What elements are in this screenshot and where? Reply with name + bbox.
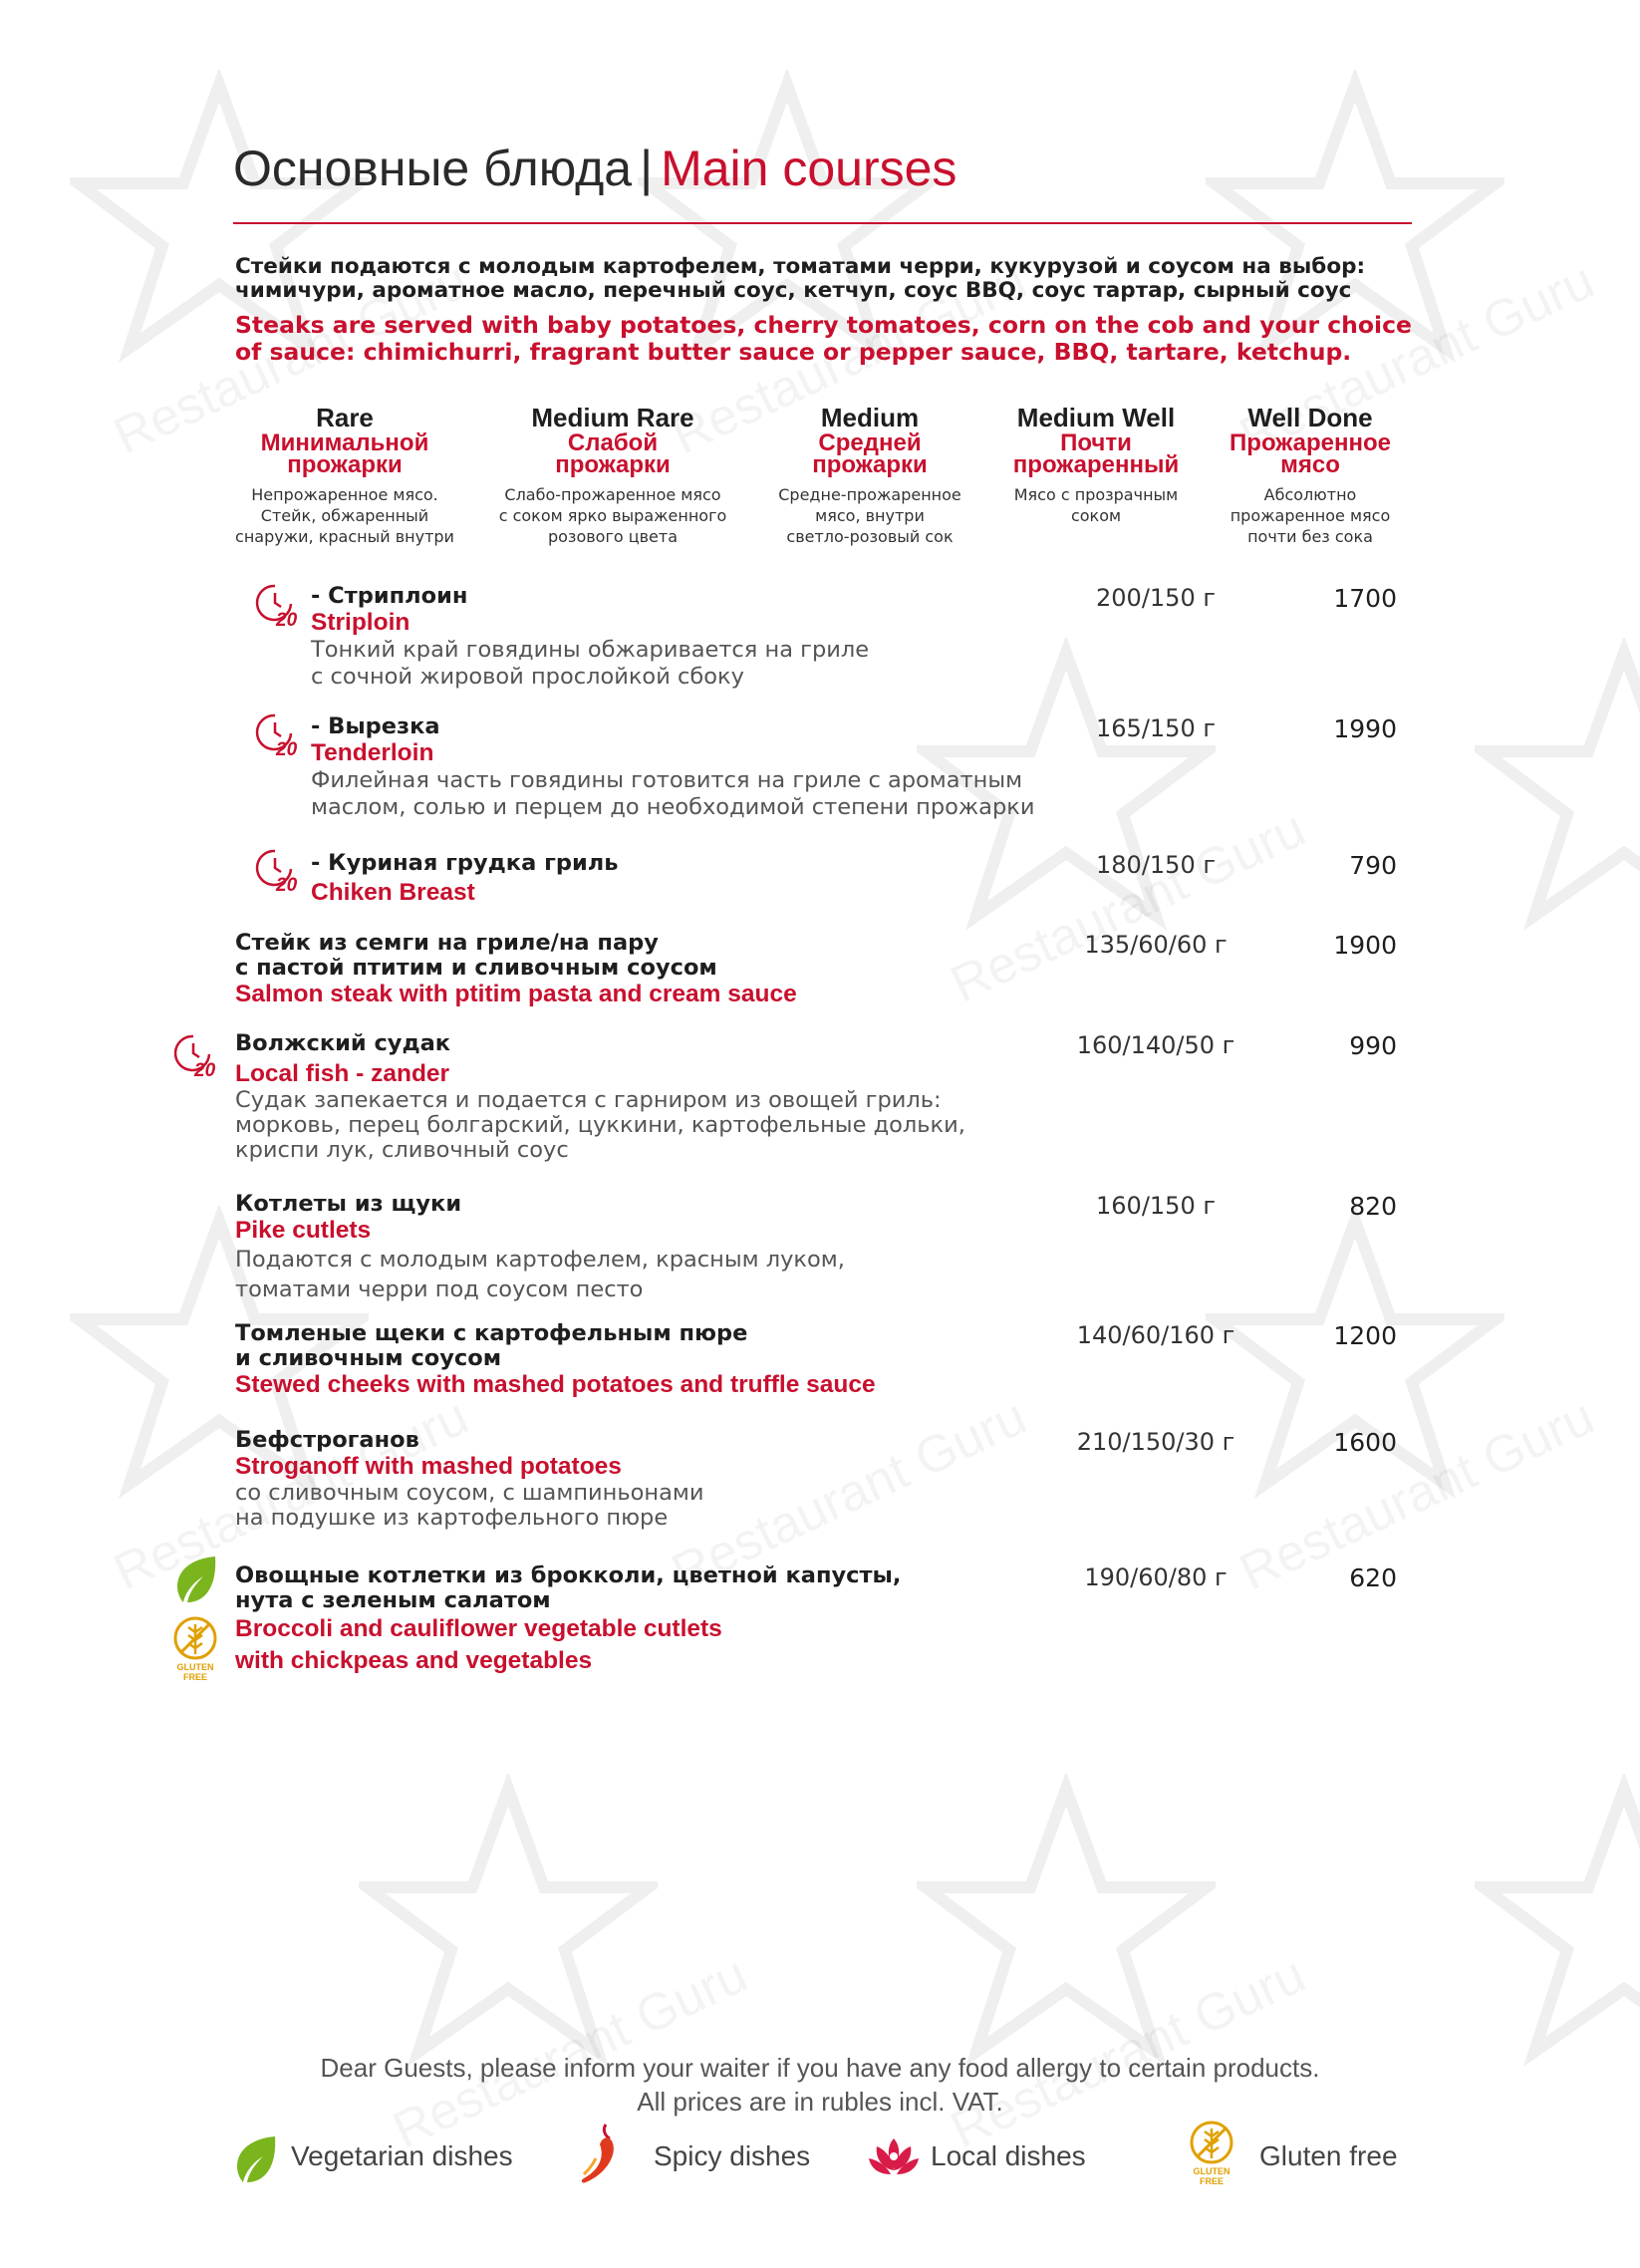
legend-local-label: Local dishes [931,2140,1086,2171]
title-ru: Основные блюда [233,141,633,196]
item-desc: Тонкий край говядины обжаривается на гриле с сочной жировой прослойкой сбоку [311,637,870,690]
legend-gluten-label: Gluten free [1259,2140,1398,2171]
intro-text-en: Steaks are served with baby potatoes, cherry tomatoes, corn on the cob and your choice of sauce: chimichurri, fragrant butter sauce or pepper sauce, BBQ, tartare, ketchup. [235,311,1412,366]
doneness-label-en: Well Done [1247,403,1373,432]
item-price: 820 [1349,1192,1397,1221]
gluten-badge-text: GLUTEN [1193,2166,1230,2176]
doneness-label-en: Medium [820,403,920,432]
timer-20-icon [171,1030,223,1082]
item-desc: Судак запекается и подается с гарниром из овощей гриль: морковь, перец болгарский, цуккини, картофельные дольки, криспи лук, сливочный соус [235,1087,965,1163]
item-name-ru: Стейк из семги на гриле/на пару [235,930,659,956]
item-price: 790 [1349,851,1397,880]
doneness-label-ru: прожаренный [1012,451,1180,478]
doneness-label-ru: прожарки [287,451,403,478]
doneness-desc [483,484,742,547]
item-name-en: Broccoli and cauliflower vegetable cutlets [235,1615,722,1642]
doneness-label-ru: Почти [1060,429,1132,456]
item-weight: 140/60/160 г [1076,1321,1235,1349]
timer-20-icon [253,709,305,761]
item-weight: 160/140/50 г [1076,1031,1235,1059]
legend-spicy-label: Spicy dishes [654,2140,811,2171]
gluten-badge-text: FREE [182,1672,208,1682]
item-name-ru: нута с зеленым салатом [235,1587,551,1613]
allergy-note-line: Dear Guests, please inform your waiter if you have any food allergy to certain products. [320,2053,1320,2083]
timer-label: 20 [276,739,298,760]
item-weight: 135/60/60 г [1084,931,1228,959]
doneness-label-ru: прожарки [555,451,671,478]
item-name-en: Salmon steak with ptitim pasta and cream sauce [235,981,797,1007]
doneness-well-done [1206,403,1415,547]
local-lotus-icon [867,2134,921,2178]
doneness-desc-line: светло-розовый сок [786,527,954,546]
item-name-ru: и сливочным соусом [235,1345,502,1371]
doneness-desc-line: соком [1070,506,1122,525]
item-weight: 180/150 г [1096,851,1216,879]
doneness-label-ru: Минимальной [260,429,429,456]
item-name-ru: Овощные котлетки из брокколи, цветной капусты, [235,1562,902,1588]
item-name-en: Chiken Breast [311,879,475,906]
title-en: Main courses [661,141,957,196]
item-desc: Подаются с молодым картофелем, красным луком, томатами черри под соусом песто [235,1247,845,1302]
item-name-ru: Котлеты из щуки [235,1191,462,1217]
doneness-desc-line: Непрожаренное мясо. [251,485,438,504]
item-weight: 190/60/80 г [1084,1563,1228,1591]
doneness-label-ru: прожарки [812,451,928,478]
item-price: 620 [1349,1563,1397,1592]
item-price: 1600 [1333,1428,1397,1457]
doneness-desc-line: Средне-прожаренное [778,485,961,504]
gluten-free-icon [171,1614,219,1684]
doneness-desc-line: почти без сока [1247,527,1373,546]
timer-label: 20 [276,875,298,896]
doneness-label-en: Medium Rare [531,403,694,432]
doneness-desc [760,484,979,547]
item-price: 1700 [1333,584,1397,613]
item-name-en: Tenderloin [311,739,434,766]
timer-label: 20 [194,1060,216,1081]
item-name-ru: Томленые щеки с картофельным пюре [235,1320,748,1346]
doneness-label-ru: мясо [1280,451,1340,478]
item-weight: 165/150 г [1096,714,1216,742]
item-name-en: with chickpeas and vegetables [235,1647,593,1674]
item-weight: 210/150/30 г [1076,1428,1235,1456]
item-name-en: Striploin [311,609,410,636]
item-name-ru: Бефстроганов [235,1427,419,1453]
item-name-ru: с пастой птитим и сливочным соусом [235,955,717,981]
doneness-medium [760,403,979,547]
doneness-desc-line: розового цвета [547,527,679,546]
vegetarian-leaf-icon [171,1553,219,1604]
gluten-badge-text: FREE [1199,2176,1225,2186]
allergy-note [0,2051,1640,2119]
doneness-medium-rare [483,403,742,547]
doneness-desc [1206,484,1415,547]
doneness-label-en: Medium Well [1016,403,1176,432]
vat-note-line: All prices are in rubles incl. VAT. [637,2087,1003,2117]
doneness-desc-line: Абсолютно [1263,485,1357,504]
doneness-label-ru: Слабой [567,429,659,456]
item-price: 990 [1349,1031,1397,1060]
item-name-ru: - Куриная грудка гриль [311,850,619,876]
item-weight: 160/150 г [1096,1192,1216,1220]
watermark-star-icon [1475,638,1640,937]
gluten-badge-text: GLUTEN [176,1662,214,1672]
chili-pepper-icon [576,2119,628,2188]
legend-vegetarian-label: Vegetarian dishes [291,2140,513,2171]
item-weight: 200/150 г [1096,584,1216,612]
watermark-star-icon [1475,1774,1640,2073]
timer-label: 20 [276,610,298,631]
doneness-desc-line: с соком ярко выраженного [498,506,727,525]
item-name-ru: - Стриплоин [311,583,468,609]
item-price: 1990 [1333,714,1397,743]
item-name-ru: Волжский судак [235,1030,451,1056]
item-desc: Филейная часть говядины готовится на гриле с ароматным маслом, солью и перцем до необходимой степени прожарки [311,767,1035,820]
item-price: 1200 [1333,1321,1397,1350]
timer-20-icon [253,845,305,897]
doneness-desc [225,484,464,547]
item-price: 1900 [1333,931,1397,960]
doneness-desc-line: Слабо-прожаренное мясо [504,485,721,504]
timer-20-icon [253,580,305,632]
doneness-desc-line: снаружи, красный внутри [235,527,454,546]
item-name-en: Pike cutlets [235,1217,372,1244]
doneness-medium-well [986,403,1206,526]
doneness-label-ru: Средней [818,429,922,456]
intro-text-ru: Стейки подаются с молодым картофелем, томатами черри, кукурузой и соусом на выбор: чимичури, ароматное масло, перечный соус, кетчуп, соус BBQ, соус тартар, сырный соус [235,254,1366,303]
doneness-label-en: Rare [316,403,374,432]
vegetarian-leaf-icon [231,2132,279,2184]
item-name-en: Local fish - zander [235,1060,450,1087]
doneness-label-ru: Прожаренное [1230,429,1391,456]
page-title [233,140,957,197]
item-name-en: Stroganoff with mashed potatoes [235,1453,622,1480]
doneness-desc-line: мясо, внутри [815,506,925,525]
title-rule [233,222,1412,224]
item-name-ru: - Вырезка [311,713,440,739]
doneness-desc-line: Стейк, обжаренный [260,506,429,525]
title-separator: | [640,141,654,196]
item-desc: со сливочным соусом, с шампиньонами на подушке из картофельного пюре [235,1480,704,1531]
doneness-desc-line: Мясо с прозрачным [1013,485,1179,504]
doneness-rare [225,403,464,547]
item-name-en: Stewed cheeks with mashed potatoes and truffle sauce [235,1371,876,1398]
doneness-desc-line: прожаренное мясо [1230,506,1391,525]
gluten-free-icon [1188,2119,1235,2188]
doneness-desc [986,484,1206,526]
